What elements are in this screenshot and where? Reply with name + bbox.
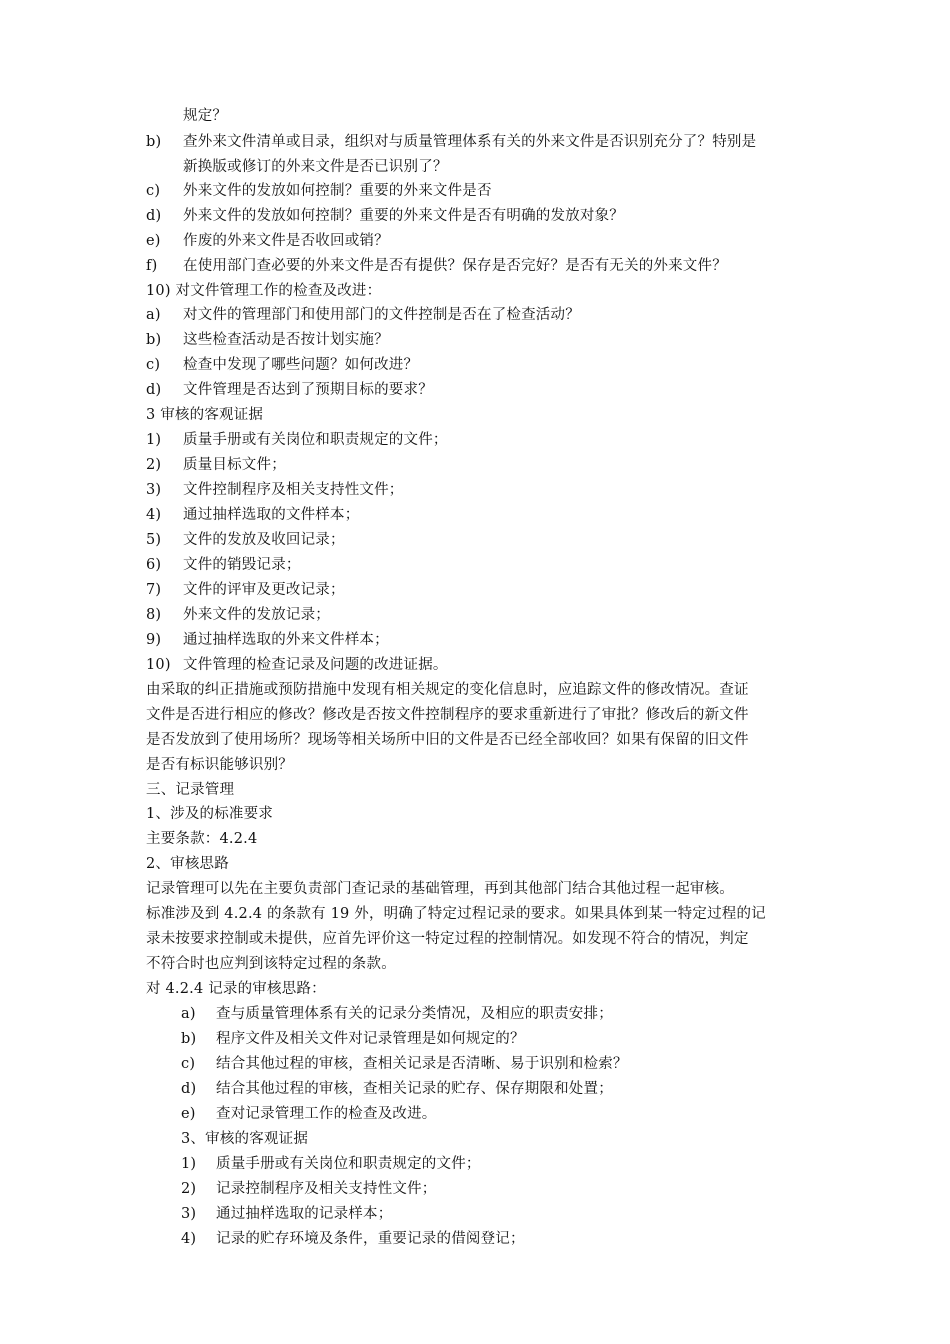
- text: 查对记录管理工作的检查及改进。: [216, 1106, 437, 1122]
- list-marker: a): [181, 1006, 196, 1022]
- list-marker: d): [146, 382, 162, 398]
- text: 文件的发放及收回记录；: [183, 532, 345, 548]
- text: 10) 对文件管理工作的检查及改进：: [146, 283, 382, 299]
- list-item: [146, 355, 418, 375]
- list-item: [181, 1029, 525, 1049]
- list-marker: d): [146, 208, 162, 224]
- text: 程序文件及相关文件对记录管理是如何规定的？: [216, 1031, 525, 1047]
- list-marker: e): [181, 1106, 196, 1122]
- list-item: [146, 655, 448, 675]
- list-item: [146, 555, 301, 575]
- text: 在使用部门查必要的外来文件是否有提供？保存是否完好？是否有无关的外来文件？: [183, 258, 727, 274]
- list-item: [146, 305, 580, 325]
- text: 质量手册或有关岗位和职责规定的文件；: [183, 432, 448, 448]
- text: 文件是否进行相应的修改？修改是否按文件控制程序的要求重新进行了审批？修改后的新文件: [146, 707, 749, 723]
- subsection-heading: [181, 1129, 308, 1149]
- section-heading: [146, 780, 234, 800]
- text: 外来文件的发放记录；: [183, 607, 330, 623]
- subsection-heading: [146, 804, 273, 824]
- list-marker: a): [146, 307, 161, 323]
- list-marker: e): [146, 233, 161, 249]
- paragraph-line: [146, 879, 734, 899]
- text: 检查中发现了哪些问题？如何改进？: [183, 357, 419, 373]
- list-marker: 1): [146, 432, 162, 448]
- text: 结合其他过程的审核，查相关记录的贮存、保存期限和处置；: [216, 1081, 613, 1097]
- list-item: [146, 580, 345, 600]
- list-item: [181, 1104, 437, 1124]
- text: 外来文件的发放如何控制？重要的外来文件是否有明确的发放对象？: [183, 208, 624, 224]
- list-item: [146, 630, 389, 650]
- text: 记录控制程序及相关支持性文件；: [216, 1181, 437, 1197]
- list-marker: c): [181, 1056, 196, 1072]
- list-item: [146, 380, 433, 400]
- list-marker: 4): [181, 1231, 197, 1247]
- text: 1、涉及的标准要求: [146, 806, 274, 822]
- list-marker: c): [146, 183, 161, 199]
- text: 作废的外来文件是否收回或销？: [183, 233, 389, 249]
- list-marker: c): [146, 357, 161, 373]
- text: 结合其他过程的审核，查相关记录是否清晰、易于识别和检索？: [216, 1056, 628, 1072]
- paragraph-line: [146, 730, 749, 750]
- list-item: [146, 430, 448, 450]
- text: 这些检查活动是否按计划实施？: [183, 332, 389, 348]
- text: 是否发放到了使用场所？现场等相关场所中旧的文件是否已经全部收回？如果有保留的旧文件: [146, 732, 749, 748]
- paragraph-line: [146, 755, 293, 775]
- paragraph-line: [146, 705, 749, 725]
- text: 3、审核的客观证据: [181, 1131, 309, 1147]
- text: 查外来文件清单或目录，组织对与质量管理体系有关的外来文件是否识别充分了？特别是: [183, 134, 757, 150]
- list-item: [146, 231, 389, 251]
- list-item: [146, 256, 727, 276]
- list-marker: 10): [146, 657, 171, 673]
- text: 3 审核的客观证据: [146, 407, 264, 423]
- text: 2、审核思路: [146, 856, 229, 872]
- list-item: [146, 330, 389, 350]
- text: 不符合时也应判到该特定过程的条款。: [146, 956, 396, 972]
- list-item: [181, 1154, 481, 1174]
- list-item: [146, 605, 330, 625]
- section-heading: [146, 405, 263, 425]
- list-item: [181, 1004, 613, 1024]
- list-item-continuation: [183, 157, 448, 177]
- text: 通过抽样选取的外来文件样本；: [183, 632, 389, 648]
- list-item: [181, 1204, 392, 1224]
- text: 外来文件的发放如何控制？重要的外来文件是否: [183, 183, 492, 199]
- text: 文件管理的检查记录及问题的改进证据。: [183, 657, 448, 673]
- text: 录未按要求控制或未提供，应首先评价这一特定过程的控制情况。如发现不符合的情况，判定: [146, 931, 749, 947]
- list-item: [146, 455, 286, 475]
- text: 是否有标识能够识别？: [146, 757, 293, 773]
- list-item: [146, 132, 756, 152]
- list-item: [181, 1179, 437, 1199]
- text: 文件的评审及更改记录；: [183, 582, 345, 598]
- paragraph-line: [146, 829, 257, 849]
- list-item: [146, 181, 492, 201]
- list-marker: 8): [146, 607, 162, 623]
- list-item: [181, 1079, 613, 1099]
- paragraph-line: [146, 680, 749, 700]
- text: 对文件的管理部门和使用部门的文件控制是否在了检查活动？: [183, 307, 580, 323]
- list-marker: 5): [146, 532, 162, 548]
- list-marker: 9): [146, 632, 162, 648]
- list-marker: 3): [181, 1206, 197, 1222]
- text: 文件的销毁记录；: [183, 557, 301, 573]
- section-heading: [146, 281, 381, 301]
- list-item: [181, 1054, 628, 1074]
- list-item: [146, 505, 359, 525]
- list-marker: f): [146, 258, 158, 274]
- paragraph-line: [146, 904, 766, 924]
- text: 对 4.2.4 记录的审核思路：: [146, 981, 326, 997]
- list-item: [183, 106, 227, 126]
- text: 文件管理是否达到了预期目标的要求？: [183, 382, 433, 398]
- list-item: [146, 206, 624, 226]
- list-marker: 3): [146, 482, 162, 498]
- text: 质量手册或有关岗位和职责规定的文件；: [216, 1156, 481, 1172]
- text: 记录管理可以先在主要负责部门查记录的基础管理，再到其他部门结合其他过程一起审核。: [146, 881, 734, 897]
- text: 新换版或修订的外来文件是否已识别了？: [183, 159, 448, 175]
- text: 三、记录管理: [146, 782, 235, 798]
- text: 由采取的纠正措施或预防措施中发现有相关规定的变化信息时，应追踪文件的修改情况。查证: [146, 682, 749, 698]
- paragraph-line: [146, 979, 326, 999]
- paragraph-line: [146, 929, 749, 949]
- text: 标准涉及到 4.2.4 的条款有 19 外，明确了特定过程记录的要求。如果具体到某一特定过程的记: [146, 906, 766, 922]
- list-marker: 2): [181, 1181, 197, 1197]
- list-item: [181, 1229, 525, 1249]
- list-marker: d): [181, 1081, 197, 1097]
- subsection-heading: [146, 854, 229, 874]
- list-item: [146, 530, 345, 550]
- text: 记录的贮存环境及条件，重要记录的借阅登记；: [216, 1231, 525, 1247]
- text: 质量目标文件；: [183, 457, 286, 473]
- list-marker: 4): [146, 507, 162, 523]
- text: 文件控制程序及相关支持性文件；: [183, 482, 404, 498]
- list-marker: 7): [146, 582, 162, 598]
- list-marker: 1): [181, 1156, 197, 1172]
- text: 查与质量管理体系有关的记录分类情况，及相应的职责安排；: [216, 1006, 613, 1022]
- text: 通过抽样选取的文件样本；: [183, 507, 360, 523]
- paragraph-line: [146, 954, 396, 974]
- list-item: [146, 480, 404, 500]
- text: 主要条款：4.2.4: [146, 831, 258, 847]
- text: 规定？: [183, 108, 228, 124]
- text: 通过抽样选取的记录样本；: [216, 1206, 393, 1222]
- list-marker: b): [146, 332, 162, 348]
- list-marker: 2): [146, 457, 162, 473]
- list-marker: 6): [146, 557, 162, 573]
- list-marker: b): [181, 1031, 197, 1047]
- list-marker: b): [146, 134, 162, 150]
